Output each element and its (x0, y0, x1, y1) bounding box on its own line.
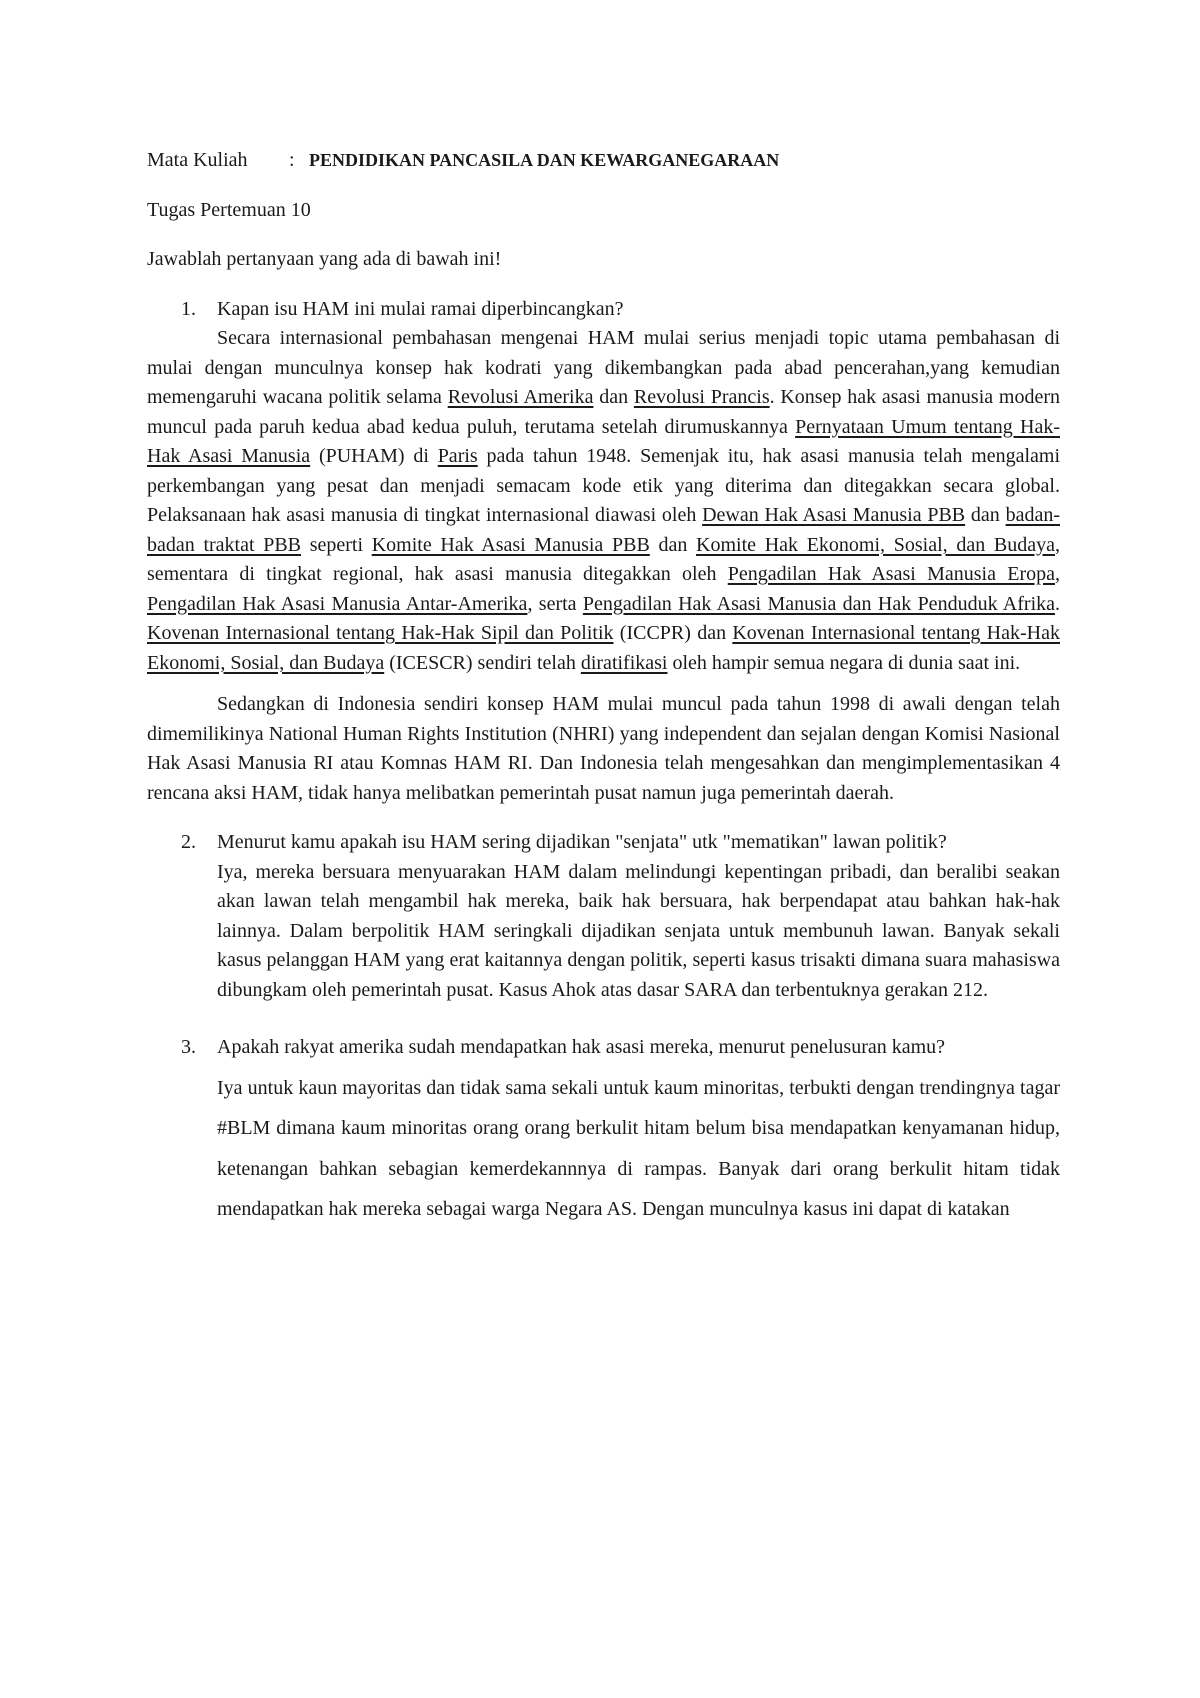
link-iccpr[interactable]: Kovenan Internasional tentang Hak-Hak Sipil dan Politik (147, 622, 614, 644)
question-item-3 (147, 1027, 1060, 1230)
answer-text: dan (965, 504, 1006, 526)
question-number: 1. (181, 297, 196, 320)
answer-text: , (1054, 563, 1060, 585)
answer-text: (PUHAM) di (310, 445, 438, 467)
meeting-title: Tugas Pertemuan 10 (147, 198, 311, 221)
answer-text: . (1055, 592, 1060, 615)
answer-text: (ICESCR) sendiri telah (384, 651, 581, 674)
question-number: 2. (181, 831, 196, 853)
answer-text: oleh hampir semua negara di dunia saat ini. (667, 651, 1021, 674)
answer-text: seperti (301, 533, 372, 556)
link-pengadilan-ham-afrika[interactable]: Pengadilan Hak Asasi Manusia dan Hak Penduduk Afrika (582, 592, 1055, 615)
link-komite-ham-pbb[interactable]: Komite Hak Asasi Manusia PBB (371, 533, 650, 556)
link-icescr[interactable]: Kovenan Internasional tentang Hak-Hak Ekonomi, Sosial, dan Budaya (147, 622, 1060, 674)
question-list (147, 295, 1060, 1230)
question-text: Menurut kamu apakah isu HAM sering dijadikan "senjata" utk "mematikan" lawan politik? (217, 831, 947, 853)
link-diratifikasi[interactable]: diratifikasi (580, 651, 668, 674)
link-komite-ekosob[interactable]: Komite Hak Ekonomi, Sosial, dan Budaya (696, 533, 1055, 556)
answer-text: dan (593, 386, 634, 408)
course-colon: : (289, 149, 295, 171)
link-dewan-ham-pbb[interactable]: Dewan Hak Asasi Manusia PBB (702, 504, 966, 526)
link-paris[interactable]: Paris (437, 445, 478, 467)
link-revolusi-amerika[interactable]: Revolusi Amerika (447, 386, 594, 408)
answer-paragraph: Iya untuk kaun mayoritas dan tidak sama sekali untuk kaum minoritas, terbukti dengan trendingnya tagar #BLM dimana kaum minoritas orang orang berkulit hitam belum bisa mendapatkan kenyamanan hidup, ketenangan bahkan sebagian kemerdekannnya di rampas. Banyak dari orang berkulit hitam tidak mendapatkan hak mereka sebagai warga Negara AS. Dengan munculnya kasus ini dapat di katakan (217, 1076, 1060, 1220)
question-number: 3. (181, 1036, 196, 1058)
answer-paragraph: Iya, mereka bersuara menyuarakan HAM dalam melindungi kepentingan pribadi, dan beralibi seakan akan lawan telah mengambil hak mereka, baik hak bersuara, hak berpendapat atau bahkan hak-hak lainnya. Dalam berpolitik HAM seringkali dijadikan senjata untuk membunuh lawan. Banyak sekali kasus pelanggan HAM yang erat kaitannya dengan politik, seperti kasus trisakti dimana suara mahasiswa dibungkam oleh pemerintah pusat. Kasus Ahok atas dasar SARA dan terbentuknya gerakan 212. (217, 860, 1060, 1001)
answer-paragraph (147, 324, 1060, 678)
answer-text: . Konsep hak asasi manusia modern muncul pada paruh kedua abad kedua puluh, terutama setelah dirumuskannya (147, 386, 1060, 438)
answer-paragraph-indonesia: Sedangkan di Indonesia sendiri konsep HAM mulai muncul pada tahun 1998 di awali dengan telah dimemilikinya National Human Rights Institution (NHRI) yang independent dan sejalan dengan Komisi Nasional Hak Asasi Manusia RI atau Komnas HAM RI. Dan Indonesia telah mengesahkan dan mengimplementasikan 4 rencana aksi HAM, tidak hanya melibatkan pemerintah pusat namun juga pemerintah daerah. (147, 693, 1060, 804)
link-badan-traktat-pbb[interactable]: badan-badan traktat PBB (147, 504, 1060, 556)
instruction-text: Jawablah pertanyaan yang ada di bawah ini! (147, 248, 502, 270)
answer-text: dan (649, 533, 697, 556)
question-item-1 (147, 295, 1060, 809)
question-text: Kapan isu HAM ini mulai ramai diperbincangkan? (217, 297, 624, 320)
course-header (147, 146, 1060, 176)
question-text: Apakah rakyat amerika sudah mendapatkan hak asasi mereka, menurut penelusuran kamu? (217, 1036, 946, 1058)
link-puham[interactable]: Pernyataan Umum tentang Hak-Hak Asasi Manusia (147, 415, 1060, 467)
answer-text: , serta (527, 592, 583, 615)
question-item-2 (147, 828, 1060, 1005)
course-title: PENDIDIKAN PANCASILA DAN KEWARGANEGARAAN (309, 150, 780, 170)
answer-text: (ICCPR) dan (613, 622, 733, 644)
link-revolusi-prancis[interactable]: Revolusi Prancis (633, 386, 770, 408)
answer-text: pada tahun 1948. Semenjak itu, hak asasi manusia telah mengalami perkembangan yang pesat dan menjadi semacam kode etik yang diterima dan ditegakkan secara global. Pelaksanaan hak asasi manusia di tingkat internasional diawasi oleh (147, 445, 1061, 526)
course-label: Mata Kuliah (147, 149, 248, 171)
document-content (147, 146, 1060, 1230)
link-pengadilan-ham-antar-amerika[interactable]: Pengadilan Hak Asasi Manusia Antar-Amerika (147, 592, 528, 615)
link-pengadilan-ham-eropa[interactable]: Pengadilan Hak Asasi Manusia Eropa (727, 563, 1055, 585)
answer-text: , sementara di tingkat regional, hak asasi manusia ditegakkan oleh (147, 533, 1060, 585)
answer-text: Secara internasional pembahasan mengenai HAM mulai serius menjadi topic utama pembahasan di mulai dengan munculnya konsep hak kodrati yang dikembangkan pada abad pencerahan,yang kemudian memengaruhi wacana politik selama (147, 327, 1060, 408)
